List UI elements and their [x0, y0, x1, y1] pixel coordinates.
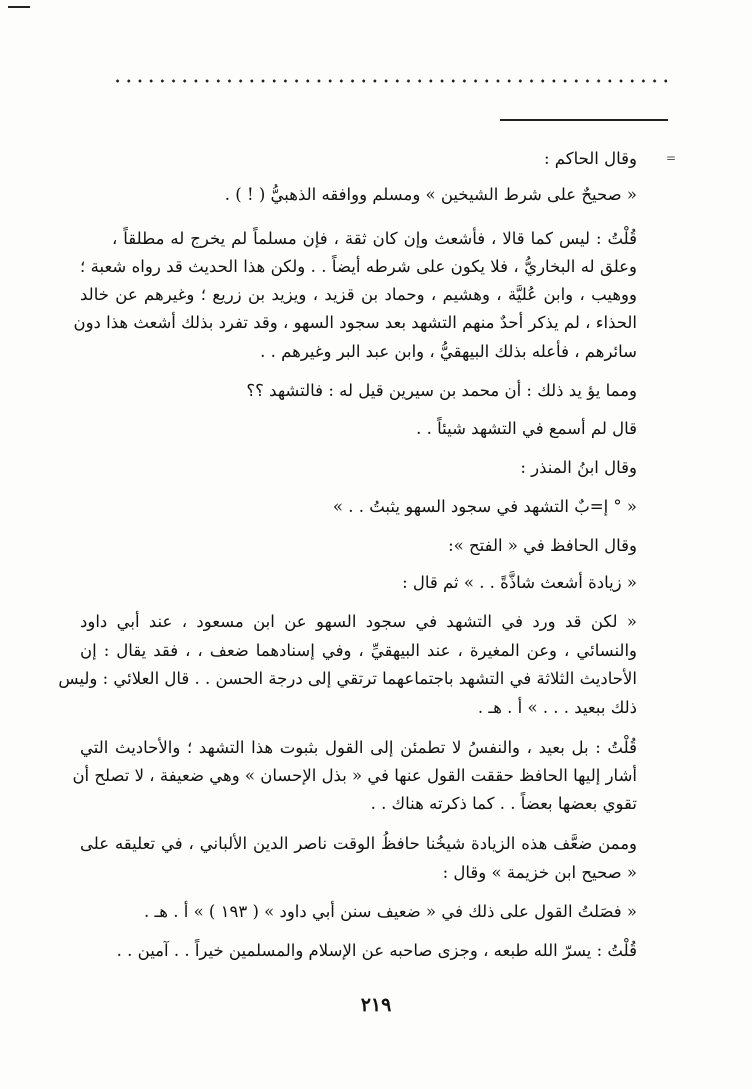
text-line: وقال الحاكم :: [543, 149, 637, 168]
text-line: « ° إ=بٌ التشهد في سجود السهو يثبتُ . . »: [332, 497, 637, 516]
text-line: الأحاديث الثلاثة في التشهد باجتماعهما ترتقي إلى درجة الحسن . . قال العلائي : وليس: [58, 669, 637, 688]
text-line: قُلْتُ : يسرّ الله طبعه ، وجزى صاحبه عن الإسلام والمسلمين خيراً . . آمين . .: [116, 941, 637, 960]
header-rule: [500, 119, 668, 121]
text-line: وممن ضعَّف هذه الزيادة شيخُنا حافظُ الوقت ناصر الدين الألباني ، في تعليقه على: [80, 834, 637, 853]
top-dash: [8, 6, 30, 8]
dotted-separator: [112, 78, 672, 84]
text-line: قُلْتُ : ليس كما قالا ، فأشعث وإن كان ثقة ، فإن مسلماً لم يخرج له مطلقاً ،: [112, 229, 637, 248]
text-line: أشار إليها الحافظ حققت القول عنها في « بذل الإحسان » وهي ضعيفة ، لا تصلح أن: [72, 766, 637, 785]
page-number: ٢١٩: [360, 994, 392, 1016]
text-line: « صحيحٌ على شرط الشيخين » ومسلم ووافقه الذهبيُّ ( ! ) .: [224, 185, 637, 204]
text-line: « زيادة أشعث شاذَّةً . . » ثم قال :: [402, 573, 637, 592]
margin-marker: =: [666, 151, 677, 165]
text-line: قُلْتُ : بل بعيد ، والنفسُ لا تطمئن إلى القول بثبوت هذا التشهد ؛ والأحاديث التي: [80, 738, 637, 757]
text-line: والنسائي ، وعن المغيرة ، عند البيهقيِّ ، وفي إسنادهما ضعف ، ، فقد يقال : إن: [80, 641, 637, 660]
text-line: تقوي بعضها بعضاً . . كما ذكرته هناك . .: [370, 794, 637, 813]
text-line: وعلق له البخاريُّ ، فلا يكون على شرطه أيضاً . . ولكن هذا الحديث قد رواه شعبة ؛: [80, 257, 637, 276]
text-line: وقال ابنُ المنذر :: [520, 458, 637, 477]
text-line: ذلك ببعيد . . . » أ . هـ .: [477, 698, 637, 717]
text-line: قال لم أسمع في التشهد شيئاً . .: [416, 419, 637, 438]
text-line: سائرهم ، فأعله بذلك البيهقيُّ ، وابن عبد البر وغيرهم . .: [260, 342, 637, 361]
text-line: ومما يؤ يد ذلك : أن محمد بن سيرين قيل له : فالتشهد ؟؟: [246, 381, 637, 400]
text-line: الحذاء ، لم يذكر أحدٌ منهم التشهد بعد سجود السهو ، وقد تفرد بذلك أشعث هذا دون: [73, 313, 637, 332]
text-line: « فصَلتُ القول على ذلك في « ضعيف سنن أبي داود » ( ١٩٣ ) » أ . هـ .: [143, 902, 637, 921]
text-line: « صحيح ابن خزيمة » وقال :: [442, 863, 637, 882]
text-line: ووهيب ، وابن عُليَّة ، وهشيم ، وحماد بن قزيد ، ويزيد بن زريع ؛ وغيرهم عن خالد: [80, 285, 637, 304]
text-line: وقال الحافظ في « الفتح »:: [448, 536, 637, 555]
text-line: « لكن قد ورد في التشهد في سجود السهو عن ابن مسعود ، عند أبي داود: [80, 612, 637, 631]
